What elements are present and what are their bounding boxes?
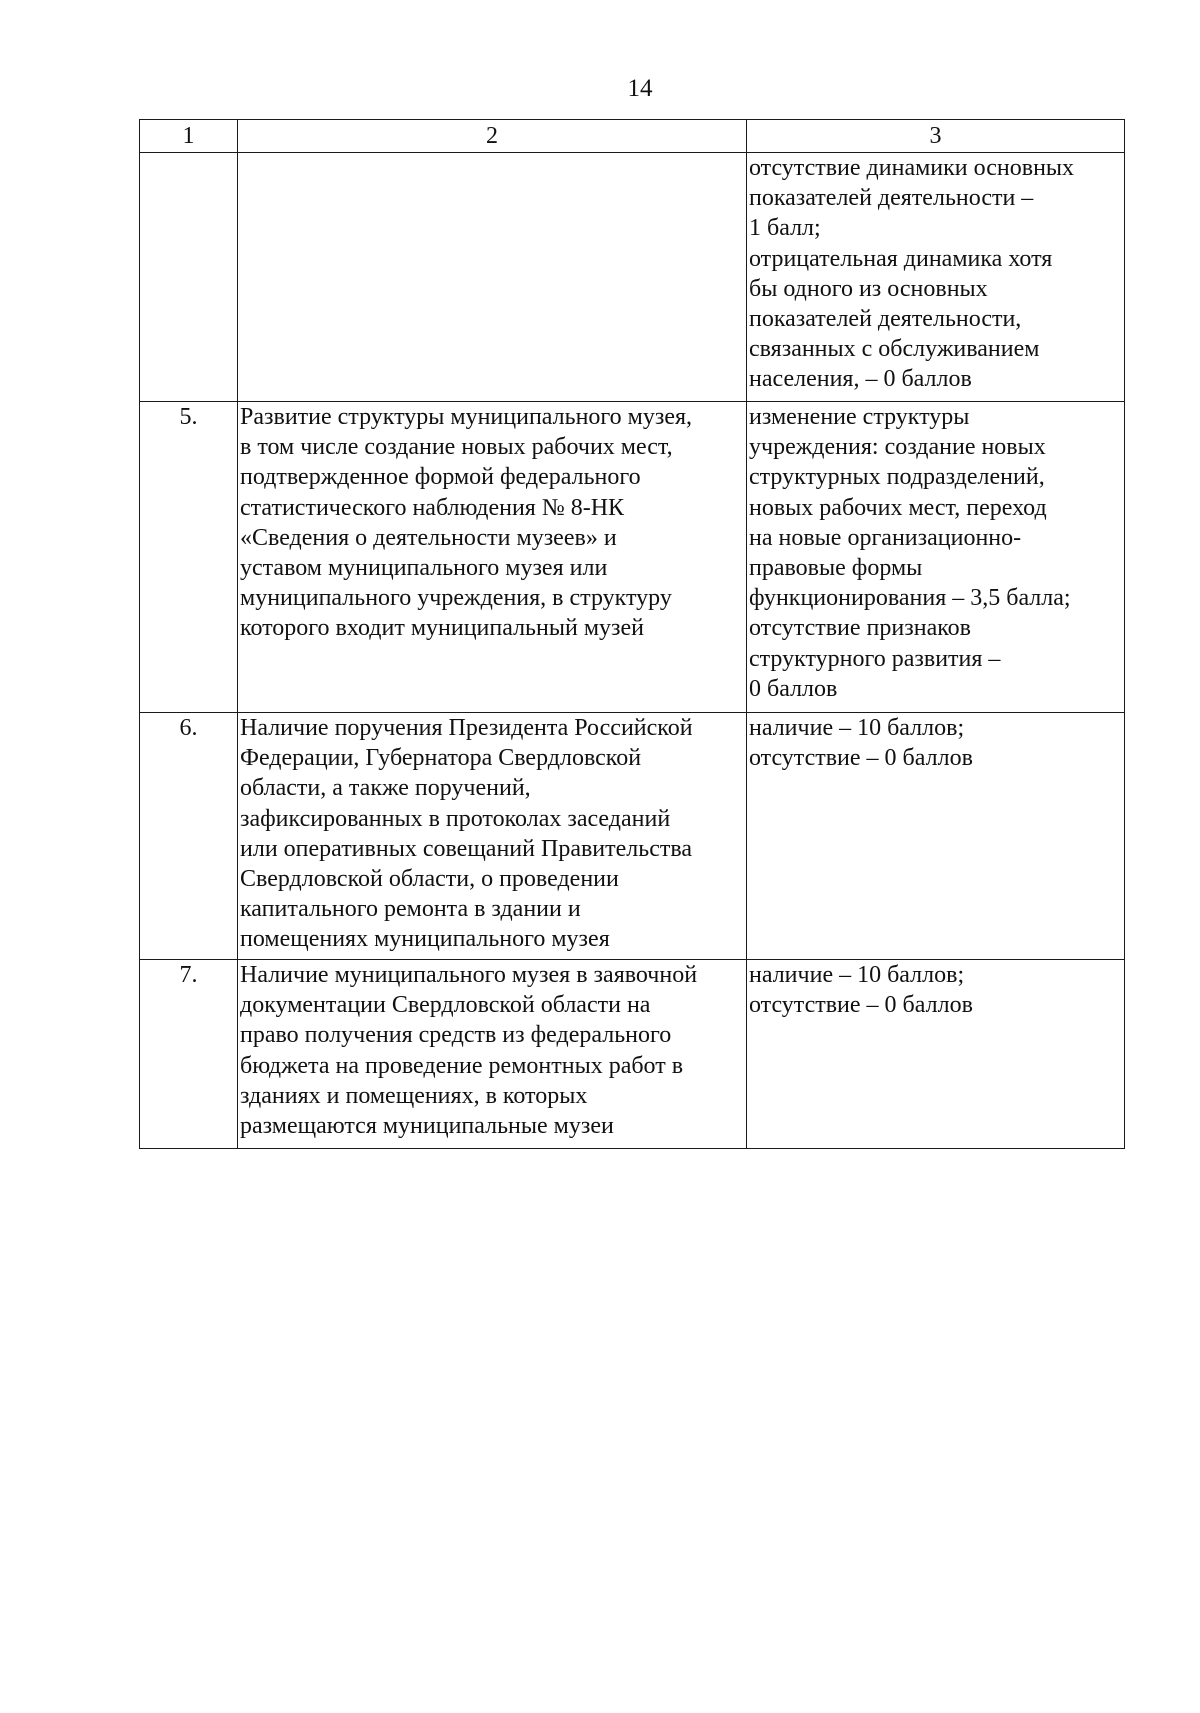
score-line: функционирования – 3,5 балла; xyxy=(749,585,1071,612)
criterion-cell xyxy=(238,960,747,1149)
score-line: новых рабочих мест, переход xyxy=(749,494,1047,521)
score-line: учреждения: создание новых xyxy=(749,434,1046,461)
score-line: показателей деятельности, xyxy=(749,306,1022,333)
score-line: связанных с обслуживанием xyxy=(749,336,1040,363)
criterion-line: бюджета на проведение ремонтных работ в xyxy=(240,1052,684,1079)
criterion-line: зафиксированных в протоколах заседаний xyxy=(240,805,671,832)
criterion-line: в том числе создание новых рабочих мест, xyxy=(240,434,673,461)
criterion-line: Развитие структуры муниципального музея, xyxy=(240,404,693,430)
score-cell xyxy=(747,960,1125,1149)
score-line: правовые формы xyxy=(749,555,923,582)
score-line: отсутствие – 0 баллов xyxy=(749,745,973,772)
score-line: отсутствие – 0 баллов xyxy=(749,992,973,1019)
row-number: 5. xyxy=(140,402,238,713)
criterion-line: муниципального учреждения, в структуру xyxy=(240,585,672,612)
table-row xyxy=(140,713,1125,960)
criterion-line: уставом муниципального музея или xyxy=(240,555,608,582)
criterion-line: Наличие поручения Президента Российской xyxy=(240,715,693,741)
score-line: бы одного из основных xyxy=(749,275,988,302)
criterion-cell xyxy=(238,402,747,713)
criterion-line: области, а также поручений, xyxy=(240,775,531,802)
score-line: структурного развития – xyxy=(749,645,1001,672)
criterion-cell xyxy=(238,153,747,402)
score-line: 1 балл; xyxy=(749,215,821,242)
score-line: отрицательная динамика хотя xyxy=(749,245,1053,272)
header-col-1: 1 xyxy=(140,120,238,153)
criterion-line: Наличие муниципального музея в заявочной xyxy=(240,962,698,988)
score-line: отсутствие динамики основных xyxy=(749,155,1075,181)
score-cell xyxy=(747,402,1125,713)
criterion-line: которого входит муниципальный музей xyxy=(240,615,644,642)
criterion-line: Свердловской области, о проведении xyxy=(240,866,619,893)
score-line: 0 баллов xyxy=(749,675,838,702)
criterion-line: право получения средств из федерального xyxy=(240,1022,672,1049)
score-line: изменение структуры xyxy=(749,404,970,430)
row-number: 7. xyxy=(140,960,238,1149)
criterion-line: «Сведения о деятельности музеев» и xyxy=(240,524,617,551)
row-number: 6. xyxy=(140,713,238,960)
criteria-table xyxy=(139,119,1125,1149)
criterion-line: статистического наблюдения № 8-НК xyxy=(240,494,625,521)
criterion-line: зданиях и помещениях, в которых xyxy=(240,1082,588,1109)
table-header-row xyxy=(140,120,1125,153)
header-col-2: 2 xyxy=(238,120,747,153)
header-col-3: 3 xyxy=(747,120,1125,153)
criterion-line: размещаются муниципальные музеи xyxy=(240,1113,614,1140)
criterion-cell xyxy=(238,713,747,960)
score-line: населения, – 0 баллов xyxy=(749,366,972,393)
score-cell xyxy=(747,713,1125,960)
score-line: наличие – 10 баллов; xyxy=(749,962,965,988)
score-line: наличие – 10 баллов; xyxy=(749,715,965,741)
score-line: на новые организационно- xyxy=(749,524,1022,551)
criterion-line: подтвержденное формой федерального xyxy=(240,464,641,491)
page-number: 14 xyxy=(627,75,653,102)
criterion-line: капитального ремонта в здании и xyxy=(240,896,581,923)
table-row xyxy=(140,153,1125,402)
row-number xyxy=(140,153,238,402)
criterion-line: или оперативных совещаний Правительства xyxy=(240,835,693,862)
score-cell xyxy=(747,153,1125,402)
criterion-line: помещениях муниципального музея xyxy=(240,926,610,953)
criterion-line: Федерации, Губернатора Свердловской xyxy=(240,745,642,772)
score-line: отсутствие признаков xyxy=(749,615,971,642)
score-line: показателей деятельности – xyxy=(749,185,1034,212)
criterion-line: документации Свердловской области на xyxy=(240,992,651,1019)
table-row xyxy=(140,960,1125,1149)
table-row xyxy=(140,402,1125,713)
score-line: структурных подразделений, xyxy=(749,464,1045,491)
